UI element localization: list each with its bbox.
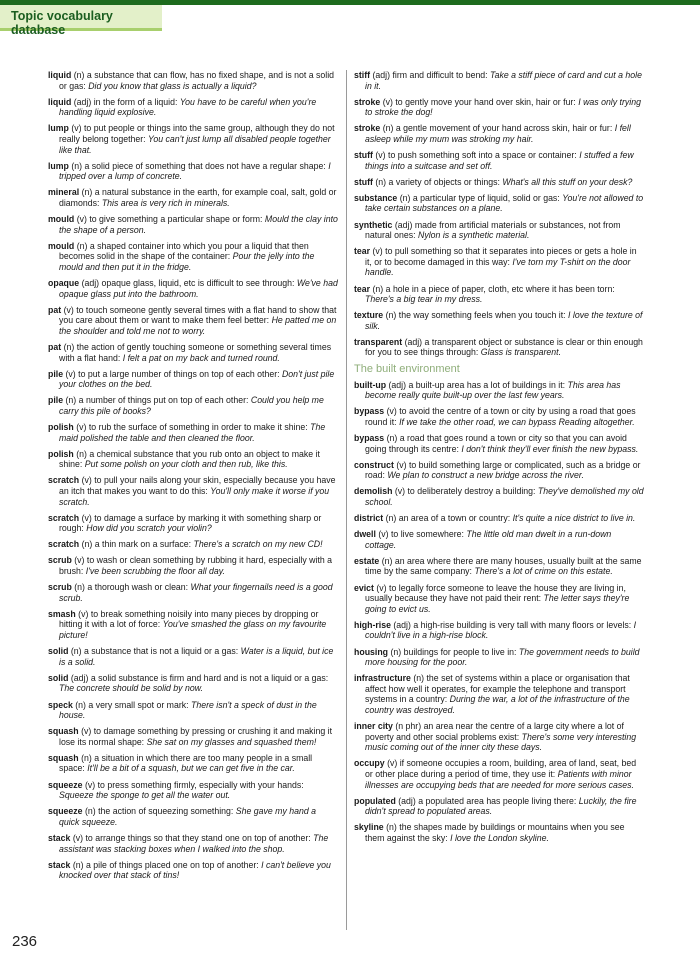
entry-definition: to legally force someone to leave the house they are living in, usually because they have not paid their rent: [365, 582, 626, 604]
entry-example: There isn't a speck of dust in the house. [59, 699, 317, 721]
entry-example: There's a scratch on my new CD! [193, 539, 323, 550]
vocab-entry [354, 796, 644, 817]
entry-word: bypass [354, 433, 385, 444]
entry-example: Did you know that glass is actually a liquid? [88, 80, 257, 91]
entry-part-of-speech: (n) [81, 539, 93, 550]
entry-word: opaque [48, 278, 80, 288]
entry-word: stuff [354, 150, 373, 161]
entry-part-of-speech: (v) [378, 529, 389, 540]
entry-part-of-speech: (n) [70, 646, 82, 657]
entry-example: Glass is transparent. [480, 347, 562, 358]
entry-word: synthetic [354, 219, 393, 230]
page-number: 236 [12, 933, 38, 950]
entry-example: She gave my hand a quick squeeze. [59, 806, 317, 827]
entry-example: I've torn my T-shirt on the door handle. [365, 256, 631, 278]
entry-example: Don't just pile your clothes on the bed. [59, 368, 335, 390]
entry-part-of-speech: (n) [76, 448, 87, 459]
entry-definition: a road that goes round a town or city so that you can avoid going through its centre: [365, 433, 627, 454]
vocab-entry [354, 647, 644, 668]
entry-definition: to build something large or complicated, such as a bridge or road: [365, 459, 641, 481]
entry-definition: a situation in which there are too many people in a small space: [59, 752, 313, 774]
vocab-entry [354, 673, 644, 715]
vocab-entry [48, 475, 338, 507]
entry-word: mould [48, 214, 75, 225]
vocab-entry [48, 780, 338, 801]
entry-example: It'll be a bit of a squash, but we can get five in the car. [87, 763, 295, 774]
entry-example: How did you scratch your violin? [86, 523, 212, 534]
vocab-entry [354, 620, 644, 641]
vocab-entry [354, 556, 644, 577]
entry-word: inner city [354, 721, 393, 732]
entry-definition: an area near the centre of a large city where a lot of poverty and other social problems exist: [365, 721, 624, 742]
vocab-entry [354, 758, 644, 790]
right-column [354, 70, 644, 849]
entry-word: occupy [354, 758, 385, 769]
vocab-entry [48, 833, 338, 854]
vocab-entry [48, 395, 338, 416]
entry-definition: the way something feels when you touch it: [398, 310, 566, 321]
entry-part-of-speech: (n phr) [395, 721, 422, 732]
entry-definition: a thorough wash or clean: [87, 582, 189, 593]
entry-example: I love the London skyline. [450, 832, 549, 843]
entry-definition: to put people or things into the same group, although they do not really belong together: [59, 123, 335, 144]
entry-part-of-speech: (v) [375, 150, 386, 161]
entry-example: There's some very interesting music coming out of the inner city these days. [365, 731, 637, 753]
entry-part-of-speech: (n) [386, 433, 398, 444]
entry-word: lump [48, 123, 69, 134]
entry-part-of-speech: (v) [81, 475, 92, 486]
entry-example: We plan to construct a new bridge across the river. [387, 470, 584, 481]
vocab-entry [354, 220, 644, 241]
entry-part-of-speech: (n) [73, 70, 85, 80]
entry-definition: a built-up area has a lot of buildings in it: [408, 379, 566, 390]
entry-definition: to damage a surface by marking it with something sharp or rough: [59, 512, 322, 534]
vocab-entry [354, 193, 644, 214]
entry-example: If we take the other road, we can bypass Reading altogether. [399, 416, 635, 427]
entry-example: Take a stiff piece of card and cut a hole in it. [365, 70, 642, 91]
entry-word: demolish [354, 486, 393, 497]
entry-part-of-speech: (adj) [388, 379, 407, 390]
entry-example: He patted me on the shoulder and told me not to worry. [59, 315, 337, 336]
entry-word: pile [48, 368, 64, 379]
entry-word: stuff [354, 176, 373, 187]
entry-definition: to break something noisily into many pieces by dropping or hitting it with a lot of force: [59, 608, 319, 630]
entry-definition: the set of systems within a place or organisation that affect how well it operates, for example the telephone and transport systems in a country: [365, 673, 630, 705]
entry-part-of-speech: (v) [84, 779, 96, 790]
entry-example: I was only trying to stroke the dog! [365, 96, 641, 118]
entry-example: I love the texture of silk. [365, 310, 643, 331]
entry-part-of-speech: (v) [63, 304, 74, 315]
entry-definition: to rub the surface of something in order to make it shine: [88, 422, 308, 433]
entry-example: There's a big tear in my dress. [365, 294, 483, 305]
vocab-entry [48, 123, 338, 155]
section-heading: The built environment [354, 363, 460, 376]
vocab-entry [48, 422, 338, 443]
entry-part-of-speech: (adj) [70, 672, 89, 683]
vocab-entry [354, 583, 644, 615]
entry-example: During the war, a lot of the infrastructure of the country was destroyed. [365, 694, 630, 715]
entry-part-of-speech: (n) [385, 513, 397, 524]
entry-definition: to wash or clean something by rubbing it hard, especially with a brush: [59, 555, 333, 577]
entry-word: pile [48, 395, 64, 406]
vocab-entry [354, 123, 644, 144]
entry-definition: a particular type of liquid, solid or gas: [412, 192, 560, 203]
entry-word: scratch [48, 539, 80, 550]
entry-part-of-speech: (v) [78, 608, 89, 619]
entry-part-of-speech: (n) [375, 176, 387, 187]
entry-word: stack [48, 859, 71, 870]
vocab-entry [48, 278, 338, 299]
entry-definition: a hole in a piece of paper, cloth, etc where it has been torn: [385, 283, 615, 294]
entry-word: stroke [354, 96, 381, 107]
vocab-entry [48, 305, 338, 337]
vocab-entry [354, 246, 644, 278]
entry-word: dwell [354, 529, 376, 540]
entry-example: What your fingernails need is a good scrub. [59, 582, 333, 603]
entry-word: squeeze [48, 779, 83, 790]
entry-part-of-speech: (adj) [398, 795, 416, 806]
entry-part-of-speech: (adj) [73, 96, 92, 107]
entry-example: I fell asleep while my mum was stroking my hair. [365, 123, 631, 144]
entry-part-of-speech: (v) [76, 214, 87, 225]
vocab-entry [48, 646, 338, 667]
entry-word: solid [48, 672, 69, 683]
entry-example: What's all this stuff on your desk? [502, 176, 633, 187]
entry-word: scratch [48, 512, 80, 523]
entry-part-of-speech: (n) [84, 806, 96, 817]
entry-definition: a solid piece of something that does not have a regular shape: [84, 160, 326, 171]
entry-definition: a gentle movement of your hand across skin, hair or fur: [395, 123, 613, 134]
entry-part-of-speech: (v) [72, 832, 84, 843]
entry-part-of-speech: (n) [372, 283, 384, 294]
vocab-entry [48, 726, 338, 747]
entry-definition: a very small spot or mark: [88, 699, 189, 710]
entry-part-of-speech: (n) [74, 582, 85, 593]
entry-part-of-speech: (v) [382, 96, 393, 107]
entry-example: The concrete should be solid by now. [59, 683, 203, 694]
entry-example: I can't believe you knocked over that stack of tins! [59, 859, 331, 881]
entry-example: Nylon is a synthetic material. [418, 230, 530, 241]
entry-part-of-speech: (n) [71, 160, 83, 171]
entry-example: Luckily, the fire didn't spread to populated areas. [365, 795, 637, 817]
entry-definition: a transparent object or substance is clear or thin enough for you to see things through: [365, 336, 643, 358]
vocab-entry [354, 284, 644, 305]
entry-definition: to damage something by pressing or crushing it and making it lose its normal shape: [59, 726, 333, 747]
vocab-entry [354, 433, 644, 454]
entry-part-of-speech: (v) [386, 406, 397, 417]
entry-part-of-speech: (n) [382, 123, 394, 134]
entry-word: liquid [48, 70, 72, 80]
header-title: Topic vocabulary database [11, 9, 113, 37]
entry-word: infrastructure [354, 673, 411, 684]
entry-example: You've smashed the glass on my favourite picture! [59, 619, 327, 641]
entry-part-of-speech: (v) [74, 555, 85, 566]
entry-definition: to deliberately destroy a building: [407, 486, 536, 497]
entry-example: I don't think they'll ever finish the new bypass. [461, 443, 639, 454]
vocab-entry [354, 310, 644, 331]
entry-word: polish [48, 448, 74, 459]
vocab-entry [354, 337, 644, 358]
entry-definition: in the form of a liquid: [93, 96, 178, 107]
vocab-entry [48, 342, 338, 363]
entry-definition: to push something soft into a space or container: [388, 150, 577, 161]
entry-example: We've had opaque glass put into the bathroom. [59, 278, 338, 299]
vocab-entry [48, 700, 338, 721]
entry-word: stack [48, 832, 71, 843]
entry-definition: if someone occupies a room, building, area of land, seat, bed or other place during a period of time, they use it: [365, 758, 637, 779]
entry-example: This area has become really quite built-up over the last few years. [365, 379, 621, 401]
entry-definition: a substance that can flow, has no fixed shape, and is not a solid or gas: [59, 70, 335, 91]
entry-part-of-speech: (n) [413, 673, 425, 684]
entry-word: lump [48, 160, 69, 171]
entry-example: Water is a liquid, but ice is a solid. [59, 646, 334, 667]
entry-definition: to press something firmly, especially with your hands: [97, 779, 304, 790]
entry-word: squash [48, 726, 79, 737]
entry-word: transparent [354, 336, 403, 347]
entry-example: The letter says they're going to evict us. [365, 593, 630, 614]
entry-word: stiff [354, 70, 371, 80]
vocab-entry [48, 97, 338, 118]
vocab-entry [48, 860, 338, 881]
entry-example: Pour the jelly into the mould and then put it in the fridge. [59, 251, 315, 272]
entry-definition: an area where there are many houses, usually built at the same time by the same company: [365, 555, 642, 577]
entry-word: district [354, 513, 384, 524]
entry-example: Patients with minor illnesses are occupying beds that are needed for more serious cases. [365, 768, 634, 790]
vocab-entry [48, 609, 338, 641]
entry-definition: to pull your nails along your skin, especially because you have an itch that makes you want to do this: [59, 475, 336, 496]
entry-word: mineral [48, 187, 80, 198]
entry-definition: an area of a town or country: [398, 513, 511, 524]
vocab-entry [354, 150, 644, 171]
vocab-entry [48, 539, 338, 550]
entry-example: You're not allowed to take certain substances on a plane. [365, 192, 644, 214]
entry-part-of-speech: (adj) [81, 278, 100, 288]
entry-word: skyline [354, 822, 384, 833]
entry-definition: buildings for people to live in: [403, 646, 517, 657]
entry-definition: to live somewhere: [390, 529, 464, 540]
vocab-entry [48, 513, 338, 534]
column-divider [346, 70, 347, 930]
entry-word: populated [354, 795, 396, 806]
entry-part-of-speech: (n) [76, 240, 88, 251]
entry-word: housing [354, 646, 389, 657]
entry-example: You'll only make it worse if you scratch. [59, 486, 330, 507]
entry-word: tear [354, 246, 371, 257]
vocab-entry [48, 555, 338, 576]
entry-word: substance [354, 192, 398, 203]
entry-part-of-speech: (adj) [404, 336, 423, 347]
vocab-entry [48, 806, 338, 827]
entry-part-of-speech: (v) [71, 123, 82, 134]
entry-definition: firm and difficult to bend: [392, 70, 488, 80]
entry-part-of-speech: (adj) [372, 70, 390, 80]
right-column-entries-a [354, 70, 644, 358]
entry-example: It's quite a nice district to live in. [512, 513, 636, 524]
entry-part-of-speech: (v) [387, 758, 398, 769]
entry-part-of-speech: (v) [81, 512, 92, 523]
entry-definition: to touch someone gently several times with a flat hand to show that you care about them or want to make them feel better: [59, 304, 337, 326]
vocab-entry [48, 582, 338, 603]
entry-word: scrub [48, 582, 72, 593]
section-header-tab [0, 5, 162, 37]
entry-definition: a solid substance is firm and hard and is not a liquid or a gas: [90, 672, 329, 683]
entry-part-of-speech: (v) [81, 726, 92, 737]
entry-definition: a chemical substance that you rub onto an object to make it shine: [59, 448, 320, 470]
vocab-entry [354, 513, 644, 524]
entry-word: smash [48, 608, 76, 619]
vocab-entry [48, 187, 338, 208]
entry-definition: a shaped container into which you pour a liquid that then becomes solid in the shape of the container: [59, 240, 309, 262]
entry-example: Could you help me carry this pile of books? [59, 395, 324, 416]
entry-word: construct [354, 459, 394, 470]
entry-part-of-speech: (n) [81, 187, 93, 198]
vocab-entry [354, 177, 644, 188]
entry-example: Squeeze the sponge to get all the water out. [59, 790, 231, 801]
vocab-entry [48, 214, 338, 235]
entry-definition: a pile of things placed one on top of another: [85, 859, 259, 870]
entry-example: The government needs to build more housing for the poor. [365, 646, 640, 668]
entry-word: pat [48, 304, 62, 315]
vocab-entry [354, 822, 644, 843]
entry-part-of-speech: (n) [72, 859, 84, 870]
entry-definition: to pull something so that it separates into pieces or gets a hole in it, or to become damaged in this way: [365, 246, 637, 267]
entry-example: The little old man dwelt in a run-down cottage. [365, 529, 612, 550]
entry-example: She sat on my glasses and squashed them! [146, 736, 317, 747]
entry-definition: a substance that is not a liquid or a gas: [84, 646, 239, 657]
entry-example: You can't just lump all disabled people together like that. [59, 133, 331, 155]
entry-word: high-rise [354, 619, 391, 630]
entry-definition: the shapes made by buildings or mountains when you see them against the sky: [365, 822, 625, 843]
entry-word: mould [48, 240, 75, 251]
entry-part-of-speech: (n) [75, 699, 86, 710]
entry-word: speck [48, 699, 73, 710]
vocab-entry [48, 241, 338, 273]
entry-word: built-up [354, 379, 387, 390]
entry-definition: the action of squeezing something: [98, 806, 234, 817]
entry-part-of-speech: (n) [381, 555, 393, 566]
vocab-entry [48, 449, 338, 470]
entry-word: squash [48, 752, 79, 763]
entry-part-of-speech: (v) [394, 486, 406, 497]
entry-word: texture [354, 310, 384, 321]
entry-example: Put some polish on your cloth and then rub, like this. [84, 459, 288, 470]
entry-part-of-speech: (n) [399, 192, 411, 203]
entry-definition: a populated area has people living there: [418, 795, 577, 806]
vocab-entry [354, 406, 644, 427]
vocab-entry [48, 161, 338, 182]
entry-word: stroke [354, 123, 381, 134]
entry-part-of-speech: (adj) [394, 219, 413, 230]
entry-part-of-speech: (n) [386, 822, 397, 833]
entry-definition: to put a large number of things on top of each other: [78, 368, 280, 379]
entry-word: scratch [48, 475, 80, 486]
entry-definition: made from artificial materials or substances, not from natural ones: [365, 219, 621, 241]
vocab-entry [354, 486, 644, 507]
entry-word: squeeze [48, 806, 83, 817]
entry-example: I stuffed a few things into a suitcase and set off. [365, 150, 634, 171]
entry-definition: to give something a particular shape or form: [89, 214, 263, 225]
vocab-entry [354, 460, 644, 481]
entry-word: evict [354, 582, 374, 593]
entry-part-of-speech: (adj) [393, 619, 411, 630]
entry-part-of-speech: (v) [376, 582, 387, 593]
entry-part-of-speech: (n) [63, 341, 75, 352]
entry-definition: to avoid the centre of a town or city by using a road that goes round it: [365, 406, 636, 427]
entry-part-of-speech: (n) [390, 646, 402, 657]
entry-word: solid [48, 646, 69, 657]
vocab-entry [354, 70, 644, 91]
vocab-entry [354, 721, 644, 753]
entry-word: liquid [48, 96, 72, 107]
entry-example: This area is very rich in minerals. [101, 197, 230, 208]
entry-word: estate [354, 555, 380, 566]
left-column [48, 70, 338, 886]
vocab-entry [354, 380, 644, 401]
entry-example: You have to be careful when you're handling liquid explosive. [59, 96, 317, 118]
entry-definition: a number of things put on top of each other: [78, 395, 249, 406]
entry-part-of-speech: (n) [385, 310, 397, 321]
entry-definition: opaque glass, liquid, etc is difficult to see through: [101, 278, 295, 288]
entry-example: I tripped over a lump of concrete. [59, 160, 331, 182]
entry-definition: a natural substance in the earth, for example coal, salt, gold or diamonds: [59, 187, 337, 208]
entry-definition: a variety of objects or things: [388, 176, 500, 187]
vocab-entry [354, 97, 644, 118]
entry-example: The maid polished the table and then cleaned the floor. [59, 422, 326, 443]
entry-example: I've been scrubbing the floor all day. [85, 566, 225, 577]
entry-part-of-speech: (v) [396, 459, 407, 470]
entry-word: polish [48, 422, 74, 433]
entry-part-of-speech: (v) [65, 368, 76, 379]
entry-word: scrub [48, 555, 72, 566]
entry-example: They've demolished my old school. [365, 486, 644, 507]
entry-example: I felt a pat on my back and turned round. [122, 352, 280, 363]
entry-part-of-speech: (v) [76, 422, 87, 433]
entry-definition: a high-rise building is very tall with many floors or levels: [413, 619, 632, 630]
right-column-entries-b [354, 380, 644, 844]
vocab-entry [48, 753, 338, 774]
vocab-entry [48, 369, 338, 390]
vocab-entry [48, 70, 338, 91]
entry-example: The assistant was stacking boxes when I walked into the shop. [59, 832, 329, 854]
entry-definition: to gently move your hand over skin, hair or fur: [395, 96, 576, 107]
entry-word: pat [48, 341, 62, 352]
vocab-entry [48, 673, 338, 694]
entry-example: Mould the clay into the shape of a person. [59, 214, 338, 235]
entry-definition: to arrange things so that they stand one on top of another: [85, 832, 311, 843]
entry-example: I couldn't live in a high-rise block. [365, 619, 637, 641]
entry-definition: a thin mark on a surface: [94, 539, 192, 550]
entry-part-of-speech: (n) [81, 752, 92, 763]
entry-part-of-speech: (v) [372, 246, 383, 257]
entry-part-of-speech: (n) [65, 395, 77, 406]
entry-example: There's a lot of crime on this estate. [474, 566, 613, 577]
entry-word: bypass [354, 406, 385, 417]
vocab-entry [354, 529, 644, 550]
entry-word: tear [354, 283, 371, 294]
entry-definition: the action of gently touching someone or something several times with a flat hand: [59, 341, 332, 363]
